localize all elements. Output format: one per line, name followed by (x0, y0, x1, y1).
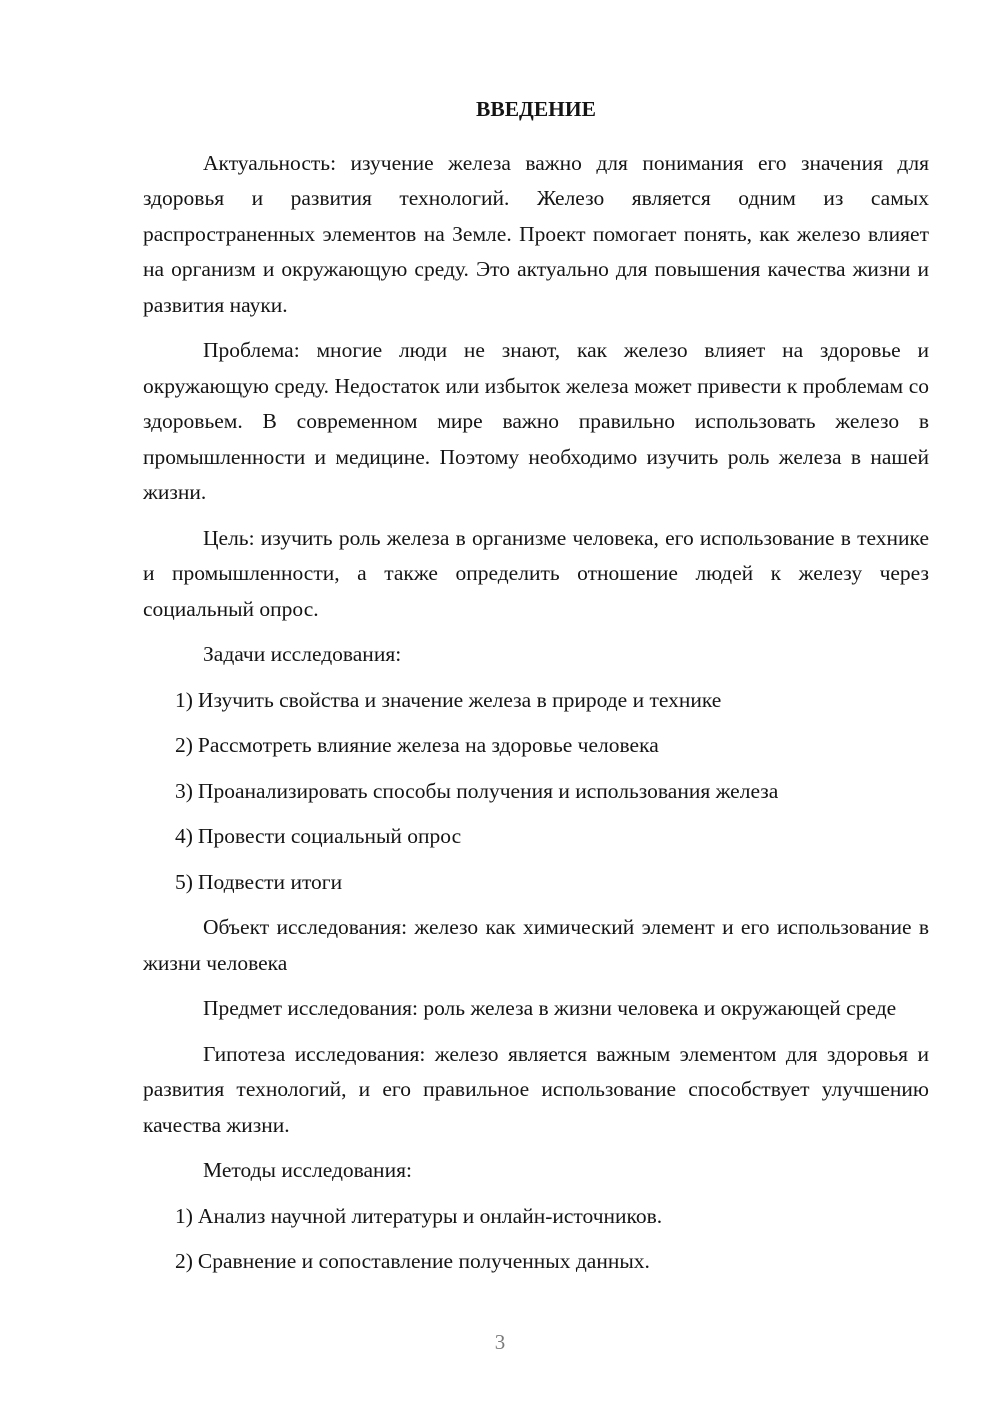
page-content (143, 92, 929, 1290)
relevance-paragraph: Актуальность: изучение железа важно для понимания его значения для здоровья и развития технологий. Железо является одним из самых распространенных элементов на Земле. Проект помогает понять, как железо влияет на организм и окружающую среду. Это актуально для повышения качества жизни и развития науки. (143, 150, 929, 317)
list-item-number: 1) (175, 687, 193, 712)
list-item (143, 1244, 929, 1280)
tasks-heading: Задачи исследования: (203, 642, 402, 666)
page-number: 3 (494, 1330, 506, 1354)
list-item-text: Провести социальный опрос (197, 824, 462, 848)
list-item (143, 1199, 929, 1235)
page-title: ВВЕДЕНИЕ (476, 97, 596, 121)
list-item (143, 683, 929, 719)
tasks-list (143, 683, 929, 901)
list-item-number: 5) (175, 869, 193, 894)
list-item-text: Сравнение и сопоставление полученных данных. (197, 1249, 650, 1273)
list-item-text: Проанализировать способы получения и использования железа (197, 778, 779, 803)
list-item-text: Изучить свойства и значение железа в природе и технике (197, 687, 722, 712)
list-item (143, 728, 929, 764)
object-paragraph: Объект исследования: железо как химический элемент и его использование в жизни человека (143, 915, 929, 975)
list-item-text: Рассмотреть влияние железа на здоровье человека (197, 733, 659, 757)
list-item-text: Анализ научной литературы и онлайн-источников. (197, 1203, 663, 1228)
list-item-number: 4) (175, 824, 193, 848)
list-item (143, 819, 929, 855)
hypothesis-paragraph: Гипотеза исследования: железо является важным элементом для здоровья и развития технологий, и его правильное использование способствует улучшению качества жизни. (143, 1041, 929, 1137)
subject-paragraph: Предмет исследования: роль железа в жизни человека и окружающей среде (203, 996, 897, 1020)
list-item-number: 2) (175, 733, 193, 757)
list-item-number: 2) (175, 1249, 193, 1273)
list-item (143, 774, 929, 810)
goal-paragraph: Цель: изучить роль железа в организме человека, его использование в технике и промышленности, а также определить отношение людей к железу через социальный опрос. (143, 525, 929, 621)
list-item-number: 1) (175, 1203, 193, 1228)
list-item-text: Подвести итоги (197, 869, 343, 894)
list-item (143, 865, 929, 901)
list-item-number: 3) (175, 778, 193, 803)
methods-list (143, 1199, 929, 1280)
methods-heading: Методы исследования: (203, 1158, 412, 1182)
problem-paragraph: Проблема: многие люди не знают, как железо влияет на здоровье и окружающую среду. Недостаток или избыток железа может привести к проблемам со здоровьем. В современном мире важно правильно использовать железо в промышленности и медицине. Поэтому необходимо изучить роль железа в нашей жизни. (143, 338, 929, 504)
